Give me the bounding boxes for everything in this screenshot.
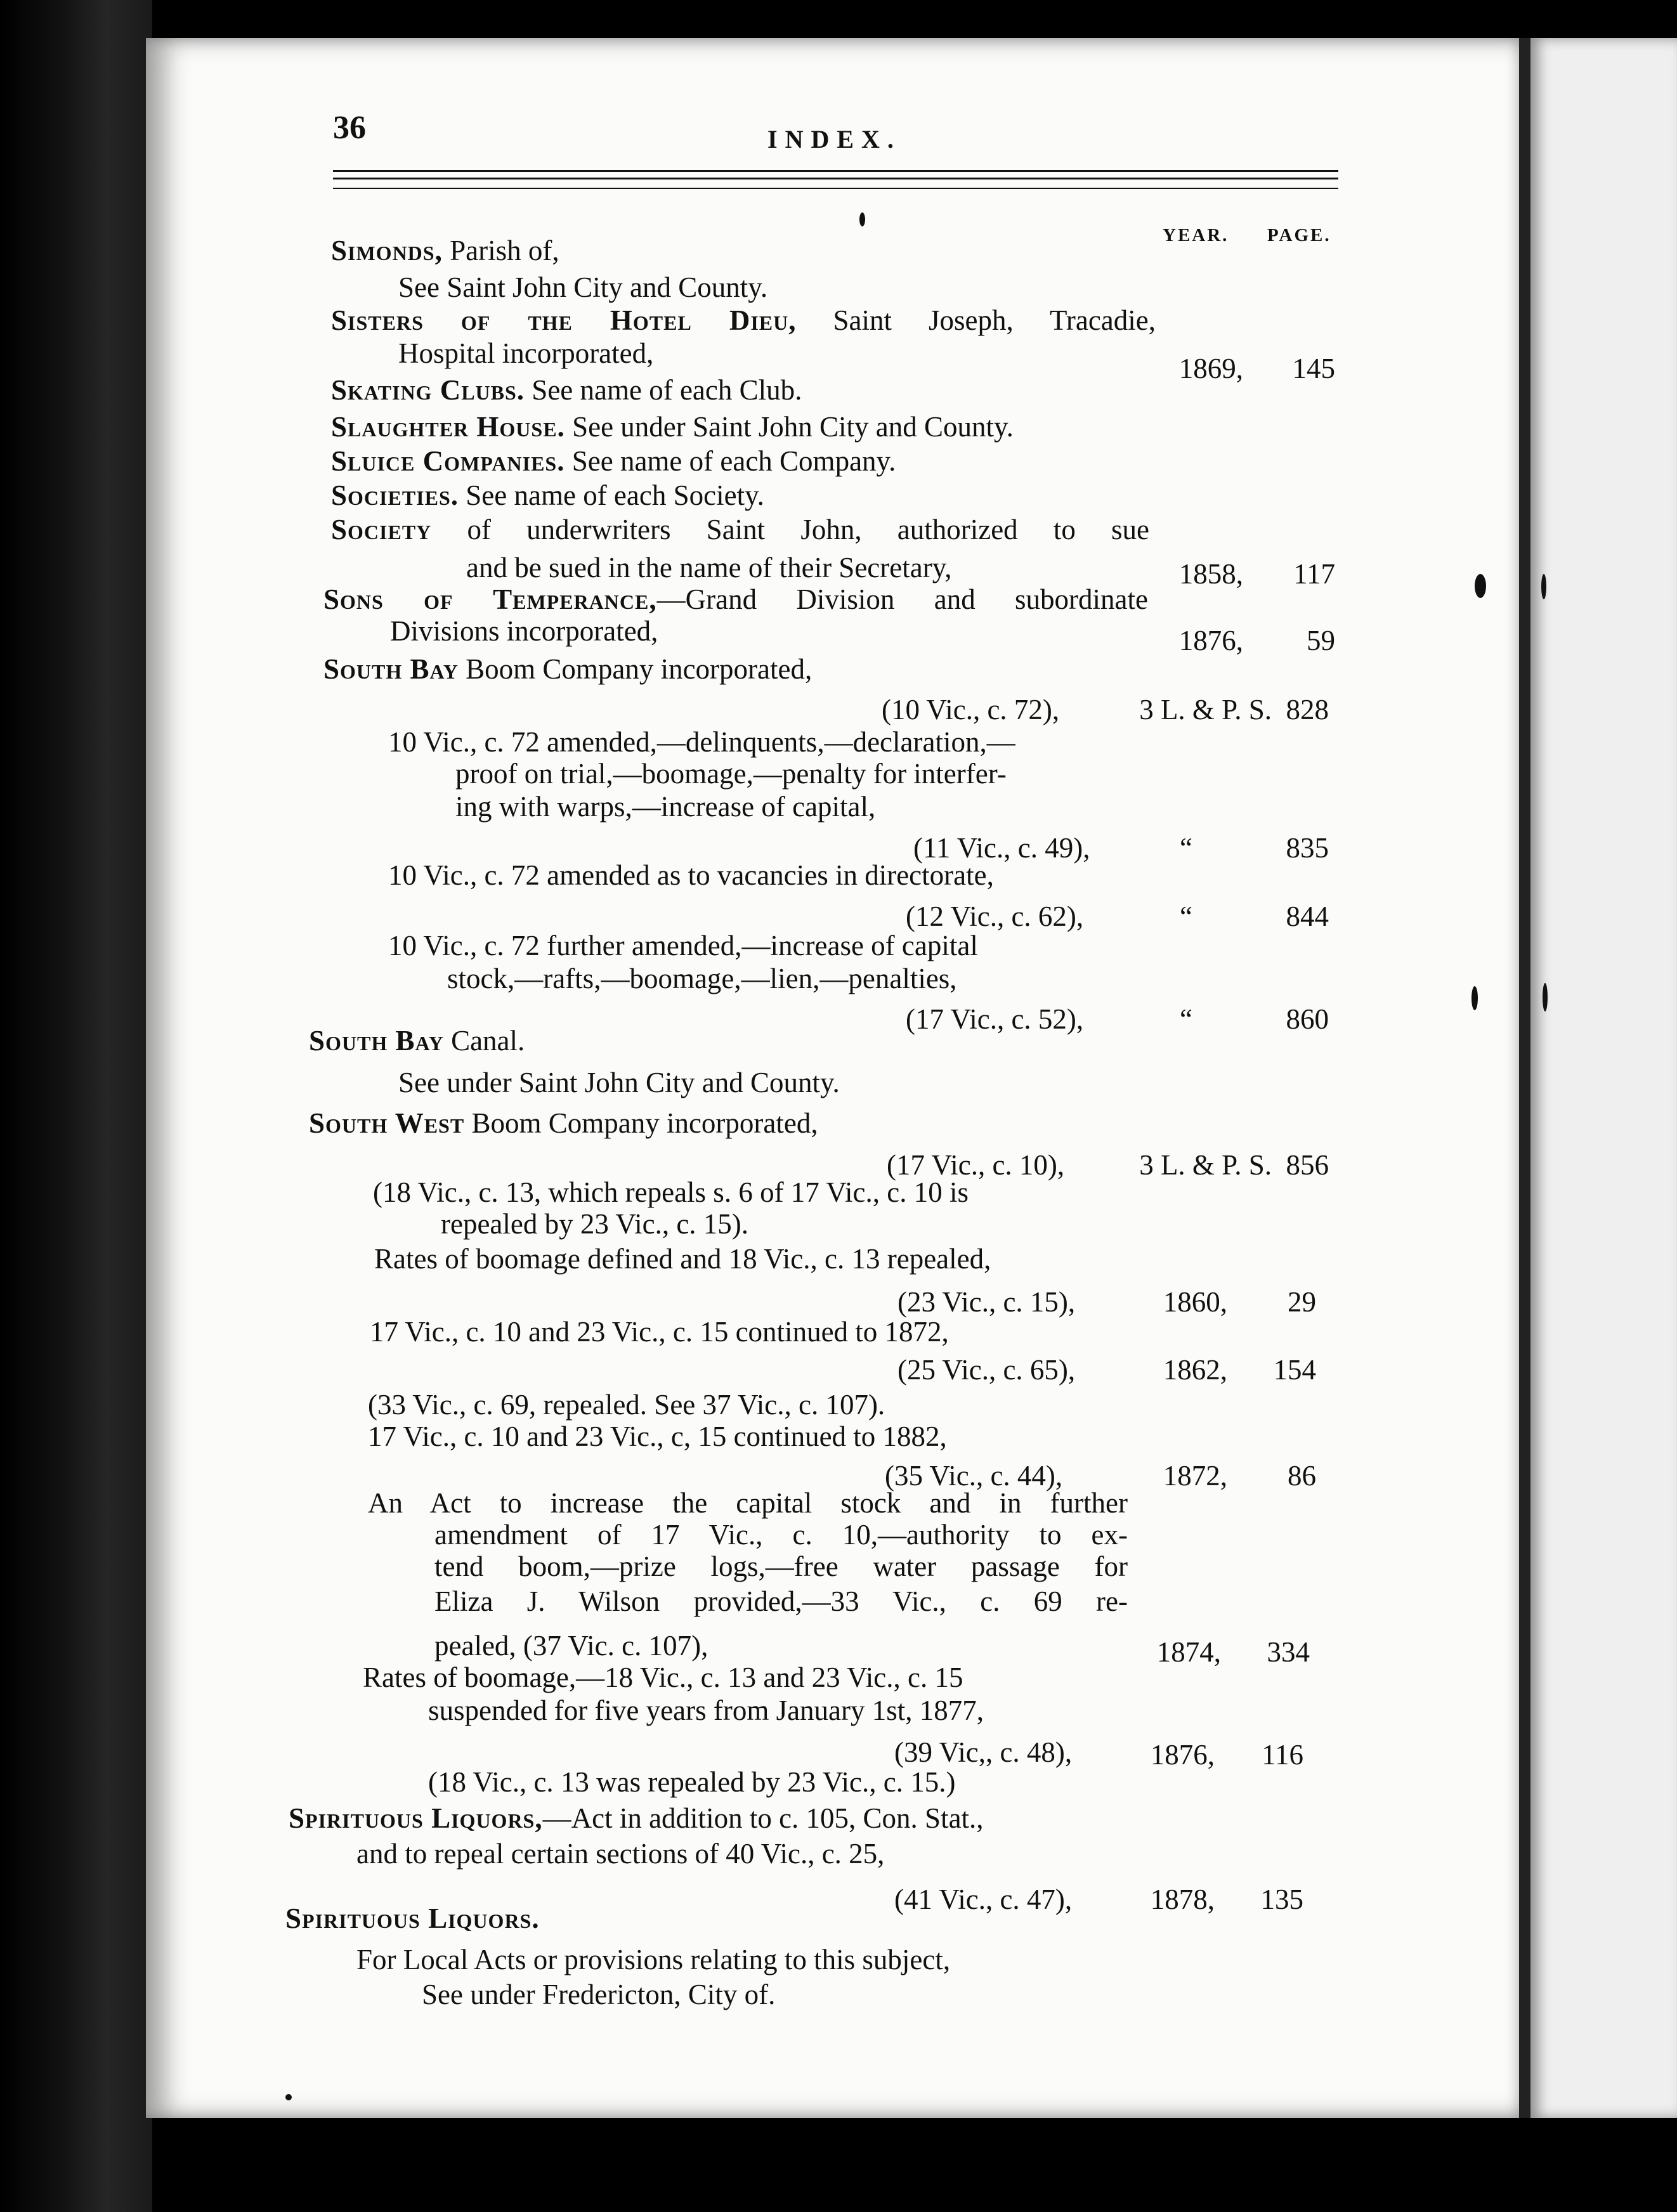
index-entry-line [368,1487,1128,1519]
index-entry-heading-line [331,514,1149,545]
header-rule-third [333,188,1338,189]
index-entry-line: (18 Vic., c. 13, which repeals s. 6 of 17 Vic., c. 10 is [373,1176,969,1208]
index-entry-line: Divisions incorporated, [390,615,658,647]
act-citation: (10 Vic., c. 72), [882,694,1060,725]
index-entry-line: 17 Vic., c. 10 and 23 Vic., c, 15 continued to 1882, [368,1421,947,1452]
index-entry-line: (18 Vic., c. 13 was repealed by 23 Vic., c. 15.) [428,1766,956,1798]
entry-text: See name of each Society. [466,479,764,511]
index-entry-line: Rates of boomage defined and 18 Vic., c. 13 repealed, [374,1243,991,1275]
act-citation: (23 Vic., c. 15), [897,1286,1076,1318]
ink-mark [1543,983,1548,1012]
index-entry-heading-line [285,1903,540,1934]
index-entry-heading-line [331,304,1156,336]
year-column-heading: YEAR. [1163,225,1229,245]
running-head: INDEX. [767,125,901,153]
binding-gutter [1519,38,1530,2118]
index-entry-line: ing with warps,—increase of capital, [455,791,876,823]
entry-heading: Simonds, [331,235,443,266]
entry-heading: Sisters of the Hotel Dieu, [331,304,797,336]
entry-year: 1869, [1178,353,1243,384]
page-column-heading: PAGE. [1267,225,1331,245]
entry-volume: 3 L. & P. S. [1139,1149,1272,1181]
index-entry-heading-line [309,1025,525,1057]
entry-page: 334 [1267,1636,1310,1668]
index-entry-line: Hospital incorporated, [398,337,654,369]
entry-page: 145 [1292,353,1335,384]
act-citation: (25 Vic., c. 65), [897,1354,1076,1386]
entry-text: —Act in addition to c. 105, Con. Stat., [542,1802,984,1834]
entry-heading: Spirituous Liquors, [289,1802,543,1834]
act-citation: (17 Vic., c. 52), [906,1003,1084,1035]
entry-page: 116 [1262,1739,1303,1771]
index-entry-heading-line [331,479,764,511]
index-entry-heading-line [309,1107,818,1139]
index-entry-line [434,1551,1128,1582]
entry-text: Boom Company incorporated, [466,653,812,685]
entry-text: tend boom,—prize logs,—free water passage for [434,1551,1128,1582]
entry-page: 135 [1260,1883,1303,1915]
act-citation: (12 Vic., c. 62), [906,901,1084,932]
entry-heading: Sons of Temperance, [323,583,657,615]
entry-text: of underwriters Saint John, authorized to sue [467,514,1149,545]
index-entry-heading-line [331,235,559,266]
index-entry-line: 10 Vic., c. 72 further amended,—increase of capital [388,930,978,961]
ink-mark [1475,574,1486,598]
index-entry-line: and to repeal certain sections of 40 Vic., c. 25, [356,1838,885,1870]
entry-page: 860 [1286,1003,1329,1035]
book-edge-left [0,0,152,2212]
ink-mark [859,212,865,226]
entry-page: 117 [1293,558,1335,590]
index-entry-line: pealed, (37 Vic. c. 107), [434,1630,708,1662]
entry-year: 1872, [1163,1460,1227,1492]
entry-text: See under Saint John City and County. [572,411,1014,443]
entry-text: —Grand Division and subordinate [656,583,1148,615]
index-entry-line: Rates of boomage,—18 Vic., c. 13 and 23 Vic., c. 15 [363,1662,963,1693]
index-entry-line: stock,—rafts,—boomage,—lien,—penalties, [447,963,957,994]
entry-text: amendment of 17 Vic., c. 10,—authority to ex- [434,1519,1128,1551]
entry-heading: South Bay [323,653,459,685]
header-rule-top [333,170,1338,172]
entry-year: 1876, [1178,625,1243,656]
index-entry-heading-line [331,411,1014,443]
index-entry-line: See Saint John City and County. [398,271,768,303]
entry-heading: Society [331,514,432,545]
ink-mark [1471,986,1478,1010]
index-entry-line: See under Saint John City and County. [398,1067,840,1098]
entry-text: Boom Company incorporated, [471,1107,818,1139]
index-entry-line: suspended for five years from January 1st, 1877, [428,1695,984,1726]
act-citation: (11 Vic., c. 49), [913,832,1090,864]
entry-heading: Skating Clubs. [331,374,525,406]
entry-heading: Slaughter House. [331,411,565,443]
entry-page: 59 [1307,625,1335,656]
index-entry-line: (33 Vic., c. 69, repealed. See 37 Vic., c. 107). [368,1389,885,1421]
entry-page: 86 [1288,1460,1316,1492]
ink-mark [1541,574,1546,599]
entry-year: 1858, [1178,558,1243,590]
entry-heading: South West [309,1107,465,1139]
entry-year: 1876, [1150,1739,1215,1771]
index-entry-line: 17 Vic., c. 10 and 23 Vic., c. 15 continued to 1872, [370,1316,949,1348]
index-entry-line: proof on trial,—boomage,—penalty for interfer- [455,758,1007,790]
entry-text: An Act to increase the capital stock and in further [368,1487,1128,1519]
index-entry-heading-line [331,445,896,477]
entry-page: 154 [1273,1354,1316,1386]
entry-page: 844 [1286,901,1329,932]
index-entry-line: and be sued in the name of their Secretary, [466,552,952,583]
page-number: 36 [333,110,366,146]
index-entry-line [434,1585,1128,1617]
entry-heading: Spirituous Liquors. [285,1903,540,1934]
index-entry-heading-line [323,583,1148,615]
entry-volume: 3 L. & P. S. [1139,694,1272,725]
act-citation: (35 Vic., c. 44), [885,1460,1063,1492]
entry-text: Saint Joseph, Tracadie, [833,304,1156,336]
entry-text: See name of each Club. [532,374,802,406]
index-entry-line: For Local Acts or provisions relating to this subject, [356,1944,951,1975]
act-citation: (41 Vic., c. 47), [894,1883,1073,1915]
entry-text: Canal. [451,1025,525,1057]
entry-text: See name of each Company. [571,445,896,477]
index-entry-heading-line [331,374,802,406]
entry-page: 828 [1286,694,1329,725]
entry-year: 1878, [1150,1883,1215,1915]
index-entry-line: 10 Vic., c. 72 amended as to vacancies in directorate, [388,859,994,891]
entry-text: Parish of, [450,235,559,266]
index-entry-line: See under Fredericton, City of. [422,1979,776,2010]
ditto-mark: “ [1180,1003,1192,1035]
index-entry-line: repealed by 23 Vic., c. 15). [441,1208,749,1240]
entry-page: 835 [1286,832,1329,864]
act-citation: (17 Vic., c. 10), [887,1149,1065,1181]
entry-year: 1874, [1156,1636,1221,1668]
entry-page: 856 [1286,1149,1329,1181]
entry-text: Eliza J. Wilson provided,—33 Vic., c. 69 re- [434,1585,1128,1617]
index-entry-heading-line [289,1802,984,1834]
entry-heading: Sluice Companies. [331,445,565,477]
entry-year: 1862, [1163,1354,1227,1386]
ditto-mark: “ [1180,901,1192,932]
entry-heading: Societies. [331,479,459,511]
index-entry-heading-line [323,653,812,685]
index-entry-line: 10 Vic., c. 72 amended,—delinquents,—declaration,— [388,726,1015,758]
entry-page: 29 [1288,1286,1316,1318]
facing-page-edge [1530,38,1677,2118]
ditto-mark: “ [1180,832,1192,864]
index-entry-line [434,1519,1128,1551]
act-citation: (39 Vic,, c. 48), [894,1736,1073,1768]
entry-year: 1860, [1163,1286,1227,1318]
entry-heading: South Bay [309,1025,444,1057]
header-rule-bottom [333,178,1338,179]
ink-mark [285,2094,292,2100]
